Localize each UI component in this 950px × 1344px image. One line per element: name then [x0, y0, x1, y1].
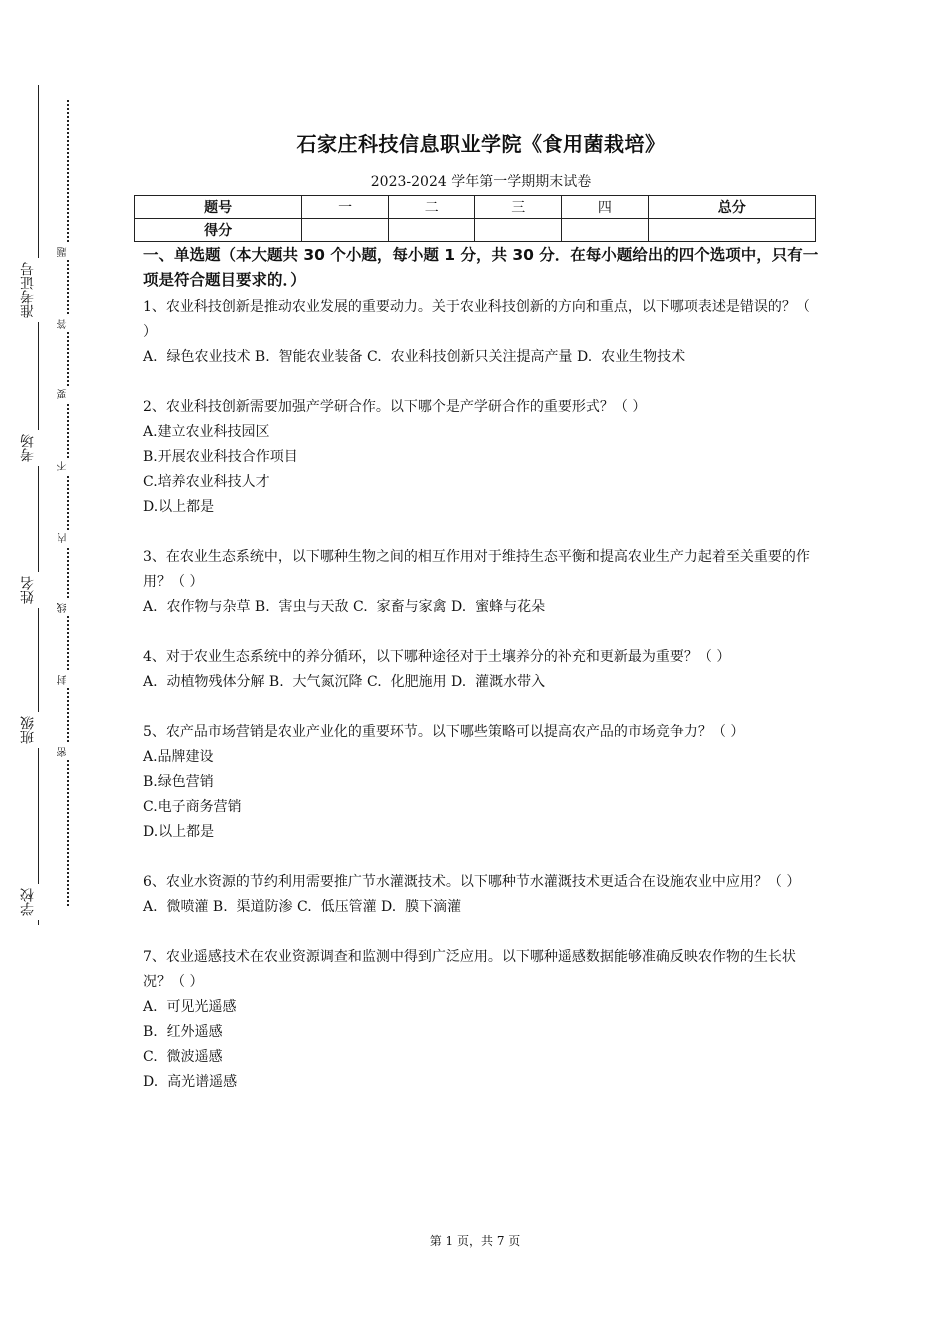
question-option: D.以上都是: [143, 824, 215, 840]
question-stem: 4、对于农业生态系统中的养分循环，以下哪种途径对于土壤养分的补充和更新最为重要？（ ）: [143, 649, 731, 665]
label-exam-room: 考场: [20, 430, 56, 466]
question-option: A.建立农业科技园区: [143, 424, 270, 440]
binding-dotted-line: [67, 100, 69, 906]
score-label-cell: 得分: [135, 219, 302, 242]
section-heading: 一、单选题（本大题共 30 个小题，每小题 1 分，共 30 分．在每小题给出的四个选项中，只有一项是符合题目要求的．）: [143, 246, 819, 289]
score-input-cell[interactable]: [562, 219, 649, 242]
question-option: A. 可见光遥感: [143, 999, 237, 1015]
question-stem: 5、农产品市场营销是农业产业化的重要环节。以下哪些策略可以提高农产品的市场竞争力？（ ）: [143, 724, 745, 740]
question-options: A. 动植物残体分解 B. 大气氮沉降 C. 化肥施用 D. 灌溉水带入: [143, 674, 546, 690]
question-options: A. 微喷灌 B. 渠道防渗 C. 低压管灌 D. 膜下滴灌: [143, 899, 462, 915]
question-options: A. 农作物与杂草 B. 害虫与天敌 C. 家畜与家禽 D. 蜜蜂与花朵: [143, 599, 546, 615]
score-header-cell: 总分: [648, 196, 815, 219]
score-table-header-row: [135, 196, 816, 219]
question-option: D.以上都是: [143, 499, 215, 515]
page-title: 石家庄科技信息职业学院《食用菌栽培》: [296, 132, 666, 156]
question-stem: 3、在农业生态系统中，以下哪种生物之间的相互作用对于维持生态平衡和提高农业生产力起着至关重要的作用？（ ）: [143, 549, 810, 590]
score-header-cell: 一: [302, 196, 389, 219]
question-stem: 7、农业遥感技术在农业资源调查和监测中得到广泛应用。以下哪种遥感数据能够准确反映农作物的生长状况？（ ）: [143, 949, 796, 990]
binding-solid-line: [38, 85, 39, 925]
seal-note: 题: [58, 244, 76, 260]
question-option: B.绿色营销: [143, 774, 214, 790]
label-exam-number: 准考证号: [20, 258, 56, 322]
score-table-score-row: [135, 219, 816, 242]
label-class: 班级: [20, 712, 56, 748]
exam-body: [143, 128, 819, 1095]
score-table: [134, 195, 816, 242]
binding-margin: [0, 0, 95, 1344]
seal-note: 封: [58, 672, 76, 688]
seal-note: 密: [58, 744, 76, 760]
score-header-cell: 题号: [135, 196, 302, 219]
question-3: [143, 545, 819, 620]
score-input-cell[interactable]: [388, 219, 475, 242]
question-6: [143, 870, 819, 920]
question-option: D. 高光谱遥感: [143, 1074, 238, 1090]
question-7: [143, 945, 819, 1095]
score-header-cell: 四: [562, 196, 649, 219]
question-option: C.培养农业科技人才: [143, 474, 270, 490]
question-options: A. 绿色农业技术 B. 智能农业装备 C. 农业科技创新只关注提高产量 D. 农业生物技术: [143, 349, 686, 365]
question-option: B. 红外遥感: [143, 1024, 223, 1040]
seal-note: 线: [58, 600, 76, 616]
question-option: C. 微波遥感: [143, 1049, 223, 1065]
seal-note: 要: [58, 386, 76, 402]
label-name: 姓名: [20, 572, 56, 608]
exam-subtitle: 2023-2024 学年第一学期期末试卷: [370, 174, 592, 190]
score-input-cell[interactable]: [475, 219, 562, 242]
seal-note: 内: [58, 530, 76, 546]
score-input-cell[interactable]: [302, 219, 389, 242]
score-header-cell: 三: [475, 196, 562, 219]
question-option: B.开展农业科技合作项目: [143, 449, 298, 465]
question-stem: 6、农业水资源的节约利用需要推广节水灌溉技术。以下哪种节水灌溉技术更适合在设施农业中应用？（ ）: [143, 874, 801, 890]
question-option: C.电子商务营销: [143, 799, 242, 815]
page-footer: 第 1 页，共 7 页: [429, 1234, 521, 1248]
question-1: [143, 295, 819, 370]
label-school: 学校: [20, 884, 56, 920]
question-option: A.品牌建设: [143, 749, 214, 765]
question-stem: 2、农业科技创新需要加强产学研合作。以下哪个是产学研合作的重要形式？（ ）: [143, 399, 647, 415]
question-5: [143, 720, 819, 845]
score-input-cell[interactable]: [648, 219, 815, 242]
seal-note: 不: [58, 458, 76, 474]
score-header-cell: 二: [388, 196, 475, 219]
question-2: [143, 395, 819, 520]
seal-note: 答: [58, 316, 76, 332]
question-stem: 1、农业科技创新是推动农业发展的重要动力。关于农业科技创新的方向和重点，以下哪项表述是错误的？（ ）: [143, 299, 810, 340]
question-4: [143, 645, 819, 695]
